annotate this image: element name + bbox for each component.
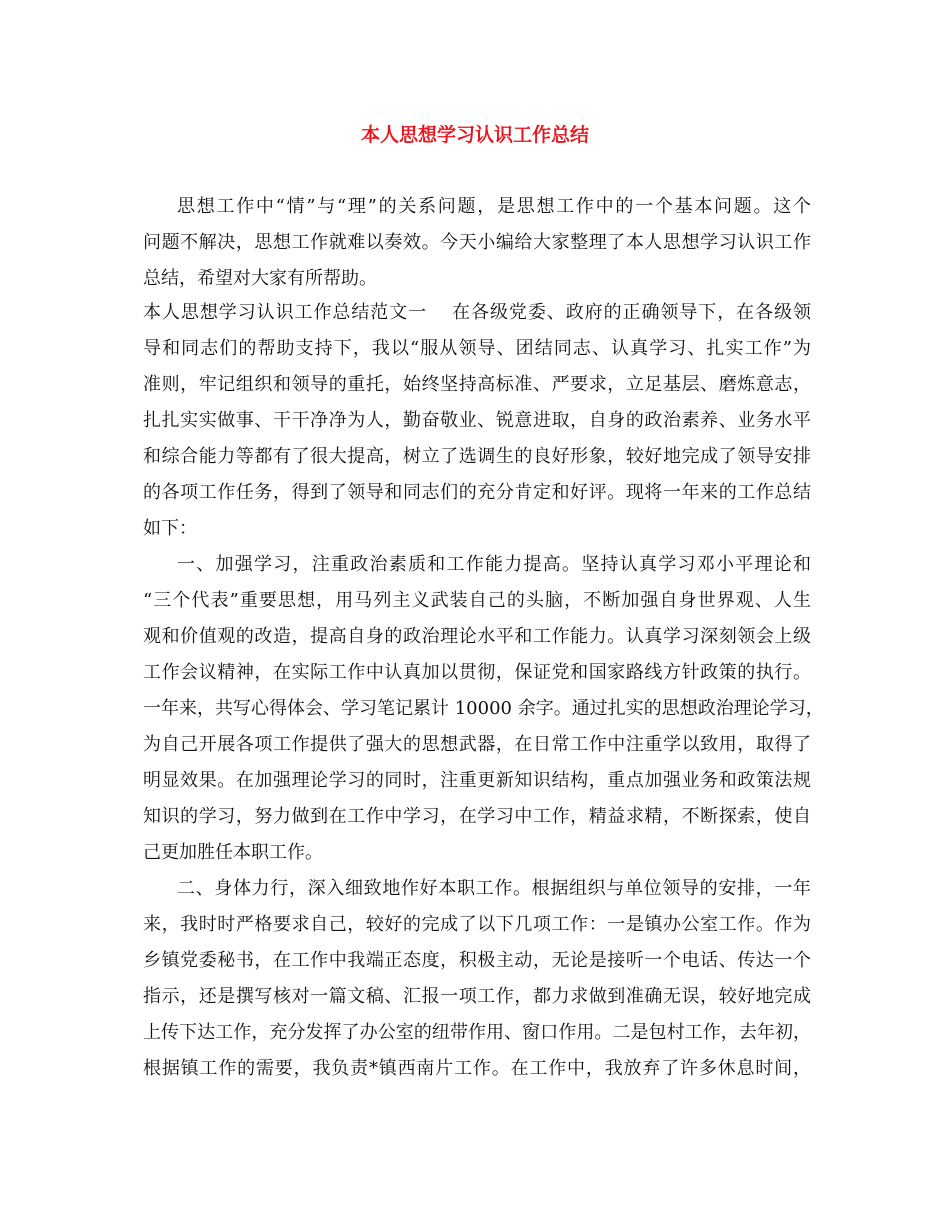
text-line: 总结，希望对大家有所帮助。	[143, 268, 377, 289]
section-heading: 本人思想学习认识工作总结范文一	[143, 302, 428, 323]
text-line: 准则，牢记组织和领导的重托，始终坚持高标准、严要求，立足基层、磨炼意志，	[143, 374, 811, 395]
text-line: 根据镇工作的需要，我负责*镇西南片工作。在工作中，我放弃了许多休息时间，	[143, 1058, 811, 1079]
text-line: 己更加胜任本职工作。	[143, 842, 323, 863]
text-line: 知识的学习，努力做到在工作中学习，在学习中工作，精益求精，不断探索，使自	[143, 806, 811, 827]
text-line-mixed	[143, 296, 811, 330]
text-line: 来，我时时严格要求自己，较好的完成了以下几项工作：一是镇办公室工作。作为	[143, 914, 811, 935]
text-line: 明显效果。在加强理论学习的同时，注重更新知识结构，重点加强业务和政策法规	[143, 770, 811, 791]
text-line: 上传下达工作，充分发挥了办公室的纽带作用、窗口作用。二是包村工作，去年初，	[143, 1022, 811, 1043]
text-line: 为自己开展各项工作提供了强大的思想武器，在日常工作中注重学以致用，取得了	[143, 734, 811, 755]
text-line: 导和同志们的帮助支持下，我以“服从领导、团结同志、认真学习、扎实工作”为	[143, 338, 811, 359]
text-line: 扎扎实实做事、干干净净为人，勤奋敬业、锐意进取，自身的政治素养、业务水平	[143, 410, 811, 431]
text-line: 思想工作中“情”与“理”的关系问题，是思想工作中的一个基本问题。这个	[177, 196, 811, 217]
text-line: 指示，还是撰写核对一篇文稿、汇报一项工作，都力求做到准确无误，较好地完成	[143, 986, 811, 1007]
text-line: 工作会议精神，在实际工作中认真加以贯彻，保证党和国家路线方针政策的执行。	[143, 662, 811, 683]
text-line: 一年来，共写心得体会、学习笔记累计 10000 余字。通过扎实的思想政治理论学习，	[143, 698, 824, 719]
text-line: 一、加强学习，注重政治素质和工作能力提高。坚持认真学习邓小平理论和	[177, 554, 811, 575]
text-line: 观和价值观的改造，提高自身的政治理论水平和工作能力。认真学习深刻领会上级	[143, 626, 811, 647]
document-title: 本人思想学习认识工作总结	[360, 124, 589, 146]
text-line: 乡镇党委秘书，在工作中我端正态度，积极主动，无论是接听一个电话、传达一个	[143, 950, 811, 971]
text-line: 问题不解决，思想工作就难以奏效。今天小编给大家整理了本人思想学习认识工作	[143, 232, 811, 253]
text-line: 和综合能力等都有了很大提高，树立了选调生的良好形象，较好地完成了领导安排	[143, 446, 811, 467]
text-line: “三个代表”重要思想，用马列主义武装自己的头脑，不断加强自身世界观、人生	[143, 590, 811, 611]
text-line: 的各项工作任务，得到了领导和同志们的充分肯定和好评。现将一年来的工作总结	[143, 482, 811, 503]
text-segment: 在各级党委、政府的正确领导下，在各级领	[451, 302, 812, 323]
text-line: 二、身体力行，深入细致地作好本职工作。根据组织与单位领导的安排，一年	[177, 878, 811, 899]
text-line: 如下：	[143, 518, 197, 539]
